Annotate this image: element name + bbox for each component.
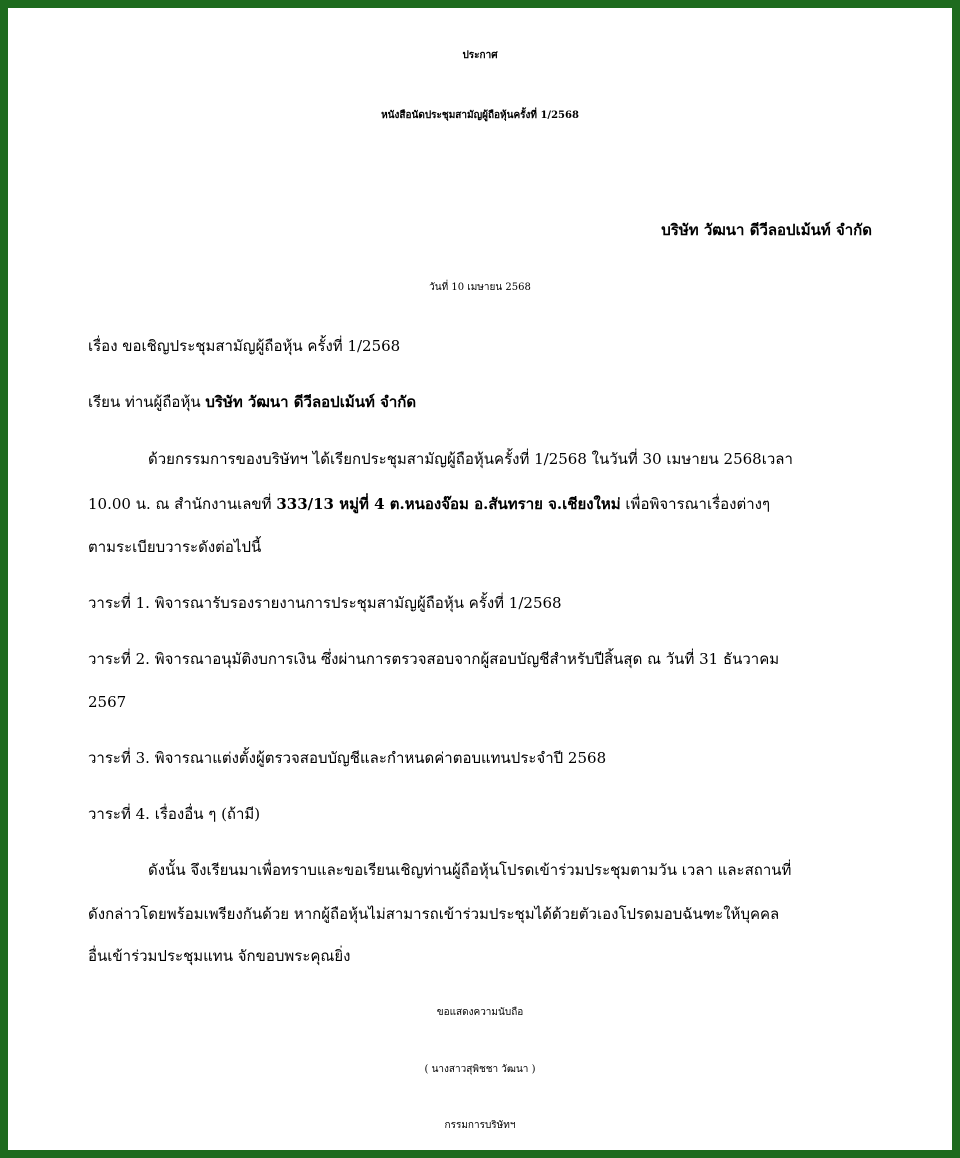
company-name: บริษัท วัฒนา ดีวีลอปเม้นท์ จำกัด	[661, 221, 872, 239]
paragraph-1-purpose: เพื่อพิจารณาเรื่องต่างๆ	[620, 495, 771, 513]
agenda-item-3: วาระที่ 3. พิจารณาแต่งตั้งผู้ตรวจสอบบัญชีและกำหนดค่าตอบแทนประจำปี 2568	[88, 749, 607, 767]
paragraph-1-line-2	[88, 492, 770, 516]
paragraph-2-line-3: อื่นเข้าร่วมประชุมแทน จักขอบพระคุณยิ่ง	[88, 947, 351, 965]
recipient-company: บริษัท วัฒนา ดีวีลอปเม้นท์ จำกัด	[205, 393, 417, 411]
recipient-line	[88, 390, 416, 414]
announcement-heading: ประกาศ	[462, 50, 498, 61]
signer-title: กรรมการบริษัทฯ	[444, 1120, 516, 1131]
paragraph-2-line-1: ดังนั้น จึงเรียนมาเพื่อทราบและขอเรียนเชิญท่านผู้ถือหุ้นโปรดเข้าร่วมประชุมตามวัน เวลา และสถานที่	[148, 861, 792, 879]
announcement-subheading: หนังสือนัดประชุมสามัญผู้ถือหุ้นครั้งที่ 1/2568	[381, 110, 579, 121]
agenda-item-2-line-2: 2567	[88, 693, 127, 711]
paragraph-1-line-3: ตามระเบียบวาระดังต่อไปนี้	[88, 538, 262, 556]
closing-line: ขอแสดงความนับถือ	[436, 1007, 524, 1018]
recipient-prefix: เรียน ท่านผู้ถือหุ้น	[88, 393, 206, 411]
agenda-item-1: วาระที่ 1. พิจารณารับรองรายงานการประชุมสามัญผู้ถือหุ้น ครั้งที่ 1/2568	[88, 594, 562, 612]
document-date: วันที่ 10 เมษายน 2568	[429, 282, 531, 293]
signer-name: ( นางสาวสุพิชชา วัฒนา )	[424, 1064, 536, 1075]
meeting-address: 333/13 หมู่ที่ 4 ต.หนองจ๊อม อ.สันทราย จ.เชียงใหม่	[276, 495, 621, 513]
paragraph-1-time: 10.00 น. ณ สำนักงานเลขที่	[88, 495, 277, 513]
agenda-item-4: วาระที่ 4. เรื่องอื่น ๆ (ถ้ามี)	[88, 805, 261, 823]
paragraph-2-line-2: ดังกล่าวโดยพร้อมเพรียงกันด้วย หากผู้ถือหุ้นไม่สามารถเข้าร่วมประชุมได้ด้วยตัวเองโปรดมอบฉันฑะให้บุคคล	[88, 905, 780, 923]
paragraph-1-line-1: ด้วยกรรมการของบริษัทฯ ได้เรียกประชุมสามัญผู้ถือหุ้นครั้งที่ 1/2568 ในวันที่ 30 เมษายน 2568เวลา	[148, 450, 793, 468]
agenda-item-2-line-1: วาระที่ 2. พิจารณาอนุมัติงบการเงิน ซึ่งผ่านการตรวจสอบจากผู้สอบบัญชีสำหรับปีสิ้นสุด ณ วันที่ 31 ธันวาคม	[88, 650, 780, 668]
subject-line: เรื่อง ขอเชิญประชุมสามัญผู้ถือหุ้น ครั้งที่ 1/2568	[88, 337, 401, 355]
document-page	[16, 16, 944, 1142]
